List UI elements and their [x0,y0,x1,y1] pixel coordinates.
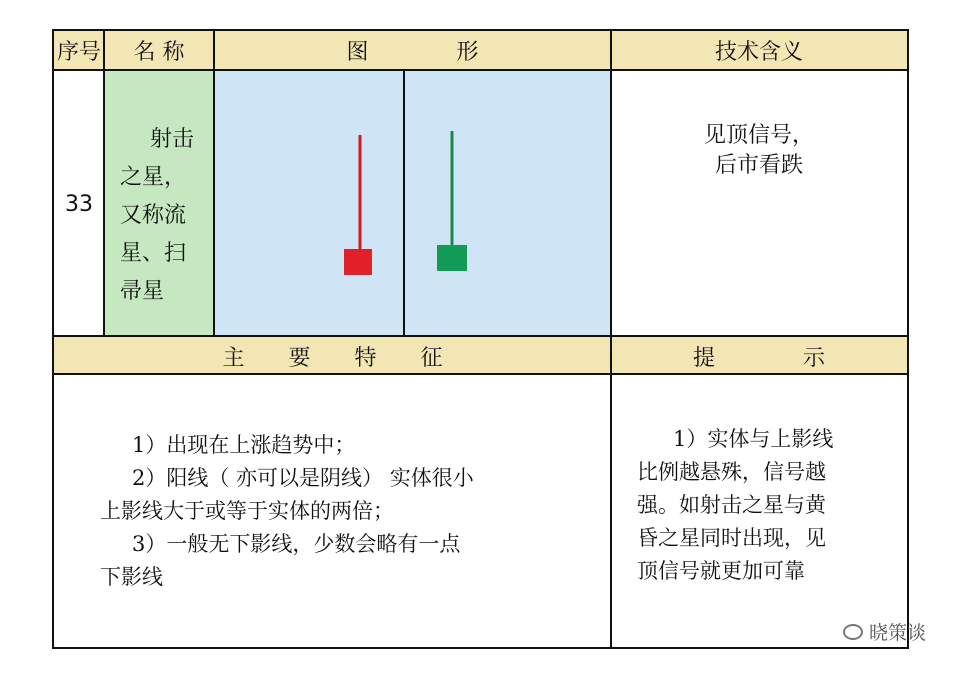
feature-line: 3）一般无下影线，少数会略有一点 [132,532,461,556]
pattern-name-cell [104,71,214,337]
table-frame [52,29,909,649]
header-features: 主 要 特 征 [54,337,611,375]
grid-line [610,31,612,647]
meaning-line: 见顶信号， [703,123,814,148]
header-tips: 提 示 [611,337,907,375]
red-candle-body [344,249,372,275]
watermark-text: 晓策谈 [868,622,926,644]
pattern-name-line: 帚星 [120,279,165,304]
feature-line: 下影线 [100,565,163,589]
tip-line: 昏之星同时出现，见 [637,526,826,550]
feature-line: 1）出现在上涨趋势中； [132,433,356,457]
main-features [100,429,610,594]
green-candle-body [437,245,467,271]
header-index: 序号 [54,31,104,69]
pattern-name-line: 星、扫 [120,241,187,266]
tips-text [637,423,905,588]
meaning-cell [611,71,907,337]
figure-cell [214,71,611,337]
tip-line: 顶信号就更加可靠 [637,559,805,583]
tips-cell [611,375,907,647]
pattern-name-line: 射击 [150,127,195,152]
meaning-line: 后市看跌 [714,153,803,178]
pattern-name [120,121,210,311]
header-meaning: 技术含义 [611,31,907,69]
tip-line: 比例越悬殊，信号越 [637,460,826,484]
tip-line: 1）实体与上影线 [673,427,834,451]
chat-bubble-icon [843,624,863,640]
grid-line [103,31,105,337]
candlestick-figures [214,71,611,337]
row-index-cell [54,71,104,337]
grid-line [213,31,215,337]
features-cell [54,375,611,647]
tip-line: 强。如射击之星与黄 [637,493,826,517]
feature-line: 上影线大于或等于实体的两倍； [100,499,394,523]
row-index: 33 [65,191,93,217]
pattern-name-line: 之星， [120,165,187,190]
technical-meaning [611,121,907,181]
header-name: 名 称 [104,31,214,69]
grid-line [54,69,907,71]
grid-line [54,373,907,375]
feature-line: 2）阳线（ 亦可以是阴线） 实体很小 [132,466,474,490]
grid-line [54,335,907,337]
header-figure: 图 形 [214,31,611,69]
pattern-name-line: 又称流 [120,203,187,228]
watermark [843,618,926,645]
red-candle [344,135,372,275]
green-candle [437,131,467,271]
